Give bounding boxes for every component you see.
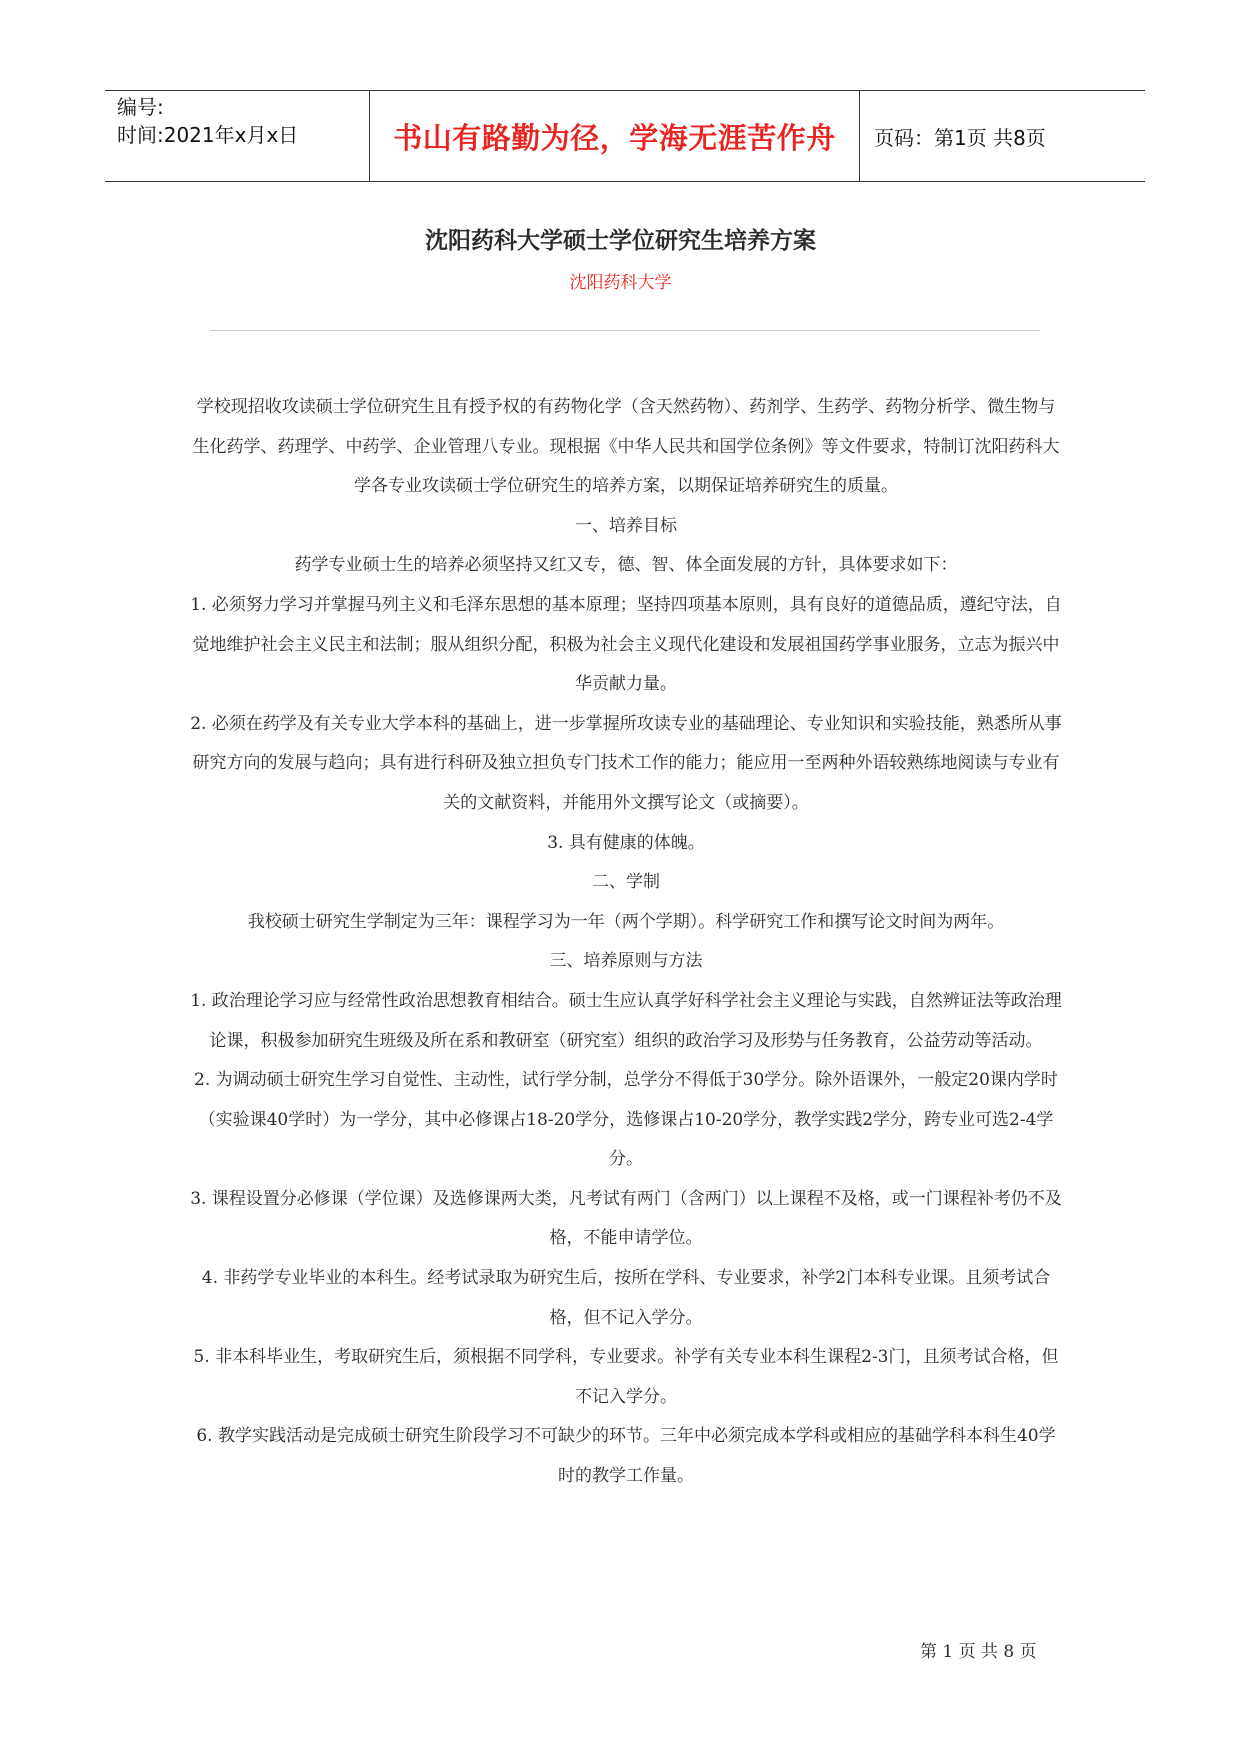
principle-item-2: 2. 为调动硕士研究生学习自觉性、主动性，试行学分制，总学分不得低于30学分。除外语课外，一般定20课内学时（实验课40学时）为一学分，其中必修课占18-20学分，选修课占10-20学分，教学实践2学分，跨专业可选2-4学分。 bbox=[194, 1070, 1058, 1170]
principle-item-6: 6. 教学实践活动是完成硕士研究生阶段学习不可缺少的环节。三年中必须完成本学科或相应的基础学科本科生40学时的教学工作量。 bbox=[196, 1426, 1056, 1487]
page-code-cell bbox=[860, 91, 1145, 181]
motto-cell bbox=[370, 91, 860, 181]
motto-text: 书山有路勤为径，学海无涯苦作舟 bbox=[393, 120, 836, 155]
time-label: 时间:2021年x月x日 bbox=[117, 123, 299, 147]
document-body bbox=[190, 388, 1062, 1497]
page-footer: 第 1 页 共 8 页 bbox=[920, 1642, 1037, 1662]
principle-item-4: 4. 非药学专业毕业的本科生。经考试录取为研究生后，按所在学科、专业要求，补学2门本科专业课。且须考试合格，但不记入学分。 bbox=[201, 1268, 1051, 1328]
goal-item-1: 1. 必须努力学习并掌握马列主义和毛泽东思想的基本原理；坚持四项基本原则，具有良好的道德品质，遵纪守法，自觉地维护社会主义民主和法制；服从组织分配，积极为社会主义现代化建设和发展祖国药学事业服务，立志为振兴中华贡献力量。 bbox=[190, 594, 1062, 695]
principle-item-5: 5. 非本科毕业生，考取研究生后，须根据不同学科，专业要求。补学有关专业本科生课程2-3门，且须考试合格，但不记入学分。 bbox=[193, 1347, 1059, 1407]
document-title: 沈阳药科大学硕士学位研究生培养方案 bbox=[425, 227, 816, 254]
title-divider bbox=[210, 330, 1040, 331]
document-author: 沈阳药科大学 bbox=[569, 273, 672, 293]
header-meta-cell bbox=[105, 91, 370, 181]
section-heading-goals: 一、培养目标 bbox=[575, 515, 677, 536]
section-heading-principles: 三、培养原则与方法 bbox=[549, 951, 703, 972]
duration-paragraph: 我校硕士研究生学制定为三年：课程学习为一年（两个学期）。科学研究工作和撰写论文时间为两年。 bbox=[247, 911, 1005, 932]
principle-item-3: 3. 课程设置分必修课（学位课）及选修课两大类，凡考试有两门（含两门）以上课程不及格，或一门课程补考仍不及格，不能申请学位。 bbox=[190, 1188, 1062, 1249]
number-label: 编号: bbox=[117, 95, 164, 119]
section-heading-duration: 二、学制 bbox=[592, 872, 660, 893]
intro-paragraph: 学校现招收攻读硕士学位研究生且有授予权的有药物化学（含天然药物）、药剂学、生药学、药物分析学、微生物与生化药学、药理学、中药学、企业管理八专业。现根据《中华人民共和国学位条例》等文件要求，特制订沈阳药科大学各专业攻读硕士学位研究生的培养方案，以期保证培养研究生的质量。 bbox=[192, 397, 1060, 497]
page-code-text: 页码：第1页 共8页 bbox=[874, 125, 1046, 150]
goals-intro: 药学专业硕士生的培养必须坚持又红又专，德、智、体全面发展的方针，具体要求如下： bbox=[294, 555, 958, 576]
principle-item-1: 1. 政治理论学习应与经常性政治思想教育相结合。硕士生应认真学好科学社会主义理论与实践，自然辨证法等政治理论课，积极参加研究生班级及所在系和教研室（研究室）组织的政治学习及形势与任务教育，公益劳动等活动。 bbox=[190, 990, 1062, 1051]
header-table bbox=[105, 90, 1145, 182]
goal-item-3: 3. 具有健康的体魄。 bbox=[547, 832, 705, 853]
goal-item-2: 2. 必须在药学及有关专业大学本科的基础上，进一步掌握所攻读专业的基础理论、专业知识和实验技能，熟悉所从事研究方向的发展与趋向；具有进行科研及独立担负专门技术工作的能力；能应用一至两种外语较熟练地阅读与专业有关的文献资料，并能用外文撰写论文（或摘要）。 bbox=[190, 713, 1062, 813]
